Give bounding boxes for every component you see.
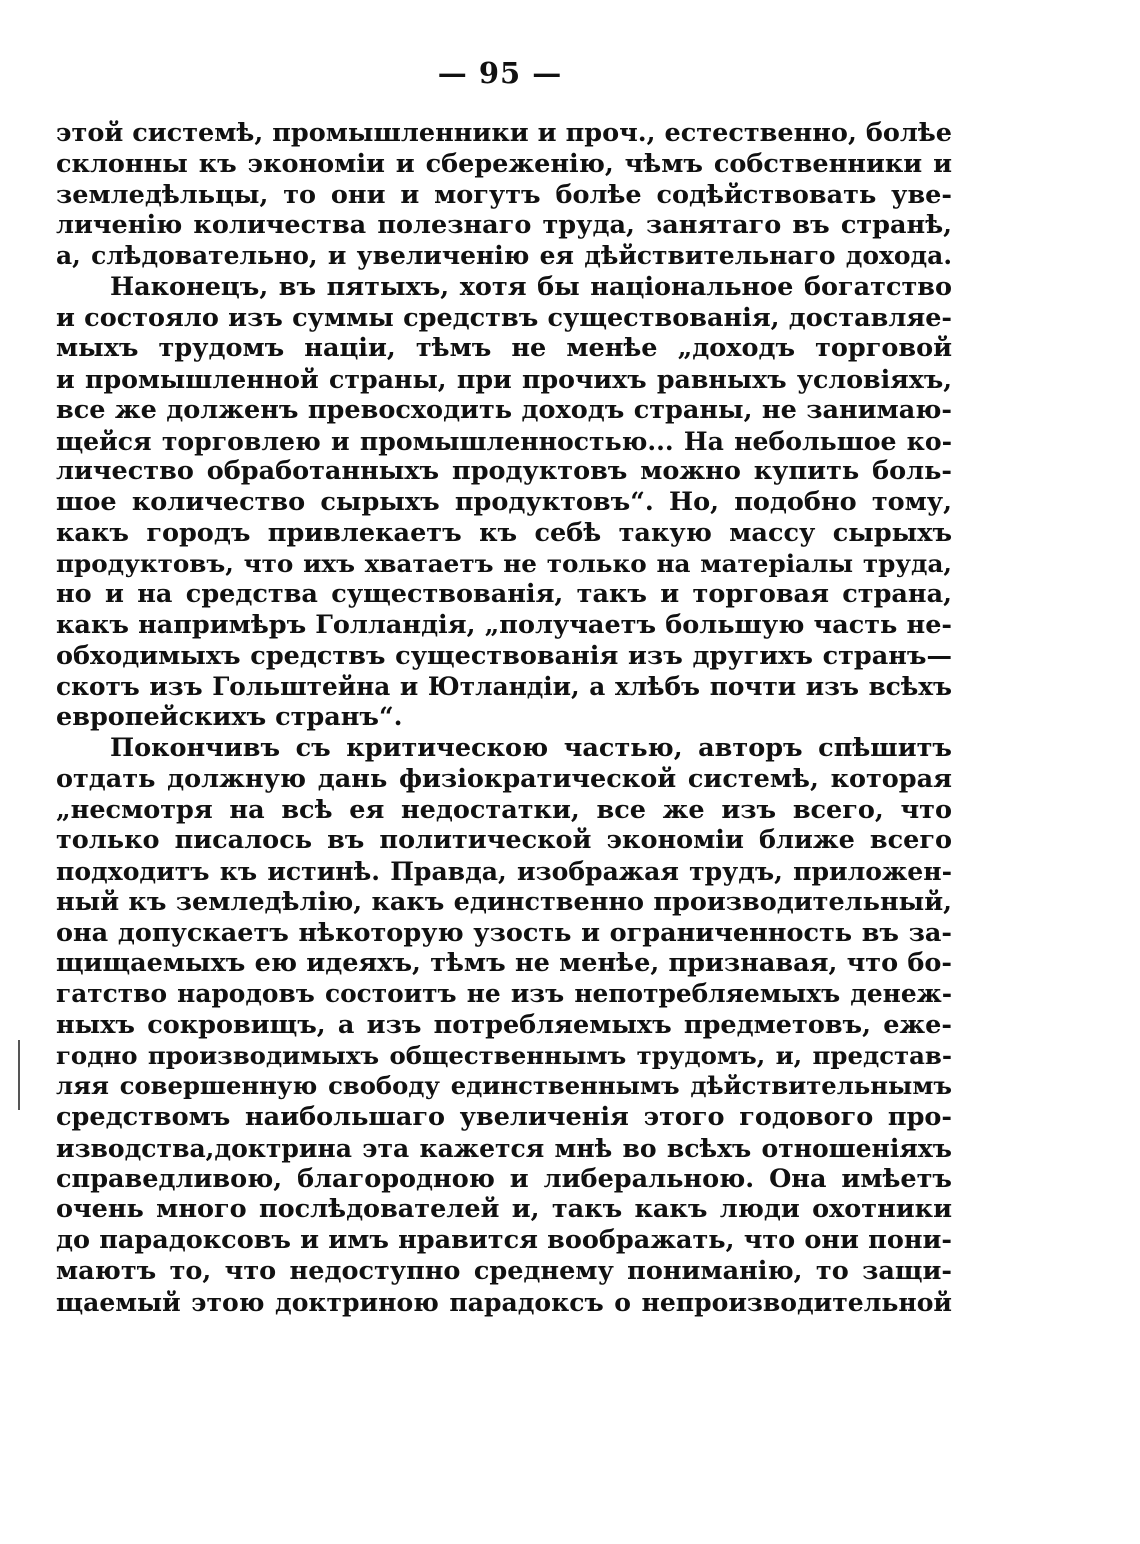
paragraph	[56, 272, 952, 733]
text-line: европейскихъ странъ“.	[56, 702, 403, 733]
text-line: какъ городъ привлекаетъ къ себѣ такую массу сырыхъ	[56, 517, 952, 548]
text-line: она допускаетъ нѣкоторую узость и ограниченность въ за-	[56, 917, 952, 948]
text-line: ный къ земледѣлію, какъ единственно производительный,	[56, 886, 952, 917]
text-line: обходимыхъ средствъ существованія изъ другихъ странъ—	[56, 640, 952, 671]
text-line: мыхъ трудомъ націи, тѣмъ не менѣе „доходъ торговой	[56, 333, 952, 364]
text-line: щейся торговлею и промышленностью... На небольшое ко-	[56, 425, 952, 456]
body-text	[56, 118, 952, 1317]
text-line: Наконецъ, въ пятыхъ, хотя бы національное богатство	[110, 271, 952, 302]
text-line: склонны къ экономіи и сбереженію, чѣмъ собственники и	[56, 148, 952, 179]
text-line: личенію количества полезнаго труда, занятаго въ странѣ,	[56, 210, 952, 241]
text-line: ляя совершенную свободу единственнымъ дѣйствительнымъ	[56, 1071, 952, 1101]
text-line: скотъ изъ Гольштейна и Ютландіи, а хлѣбъ почти изъ всѣхъ	[56, 671, 952, 701]
text-line: подходитъ къ истинѣ. Правда, изображая трудъ, приложен-	[56, 856, 952, 886]
text-line: какъ напримѣръ Голландія, „получаетъ большую часть не-	[56, 610, 952, 640]
paragraph	[56, 733, 952, 1317]
margin-mark	[18, 1040, 20, 1110]
text-line: изводства,доктрина эта кажется мнѣ во всѣхъ отношеніяхъ	[56, 1132, 952, 1163]
text-line: и состояло изъ суммы средствъ существованія, доставляе-	[56, 302, 952, 333]
page-number: — 95 —	[437, 56, 563, 90]
text-line: ныхъ сокровищъ, а изъ потребляемыхъ предметовъ, еже-	[56, 1009, 952, 1040]
text-line: маютъ то, что недоступно среднему пониманію, то защи-	[56, 1255, 952, 1286]
paragraph	[56, 118, 952, 272]
text-line: этой системѣ, промышленники и проч., естественно, болѣе	[56, 118, 952, 148]
text-line: до парадоксовъ и имъ нравится воображать, что они пони-	[56, 1225, 952, 1255]
text-line: все же долженъ превосходить доходъ страны, не занимаю-	[56, 394, 952, 425]
text-line: щаемый этою доктриною парадоксъ о непроизводительной	[56, 1286, 952, 1317]
text-line: земледѣльцы, то они и могутъ болѣе содѣйствовать уве-	[56, 179, 952, 210]
text-line: но и на средства существованія, такъ и торговая страна,	[56, 579, 952, 610]
text-line: отдать должную дань физіократической системѣ, которая	[56, 763, 952, 794]
text-line: „несмотря на всѣ ея недостатки, все же изъ всего, что	[56, 794, 952, 825]
text-line: годно производимыхъ общественнымъ трудомъ, и, представ-	[56, 1040, 952, 1070]
text-line: щищаемыхъ ею идеяхъ, тѣмъ не менѣе, признавая, что бо-	[56, 948, 952, 979]
text-line: очень много послѣдователей и, такъ какъ люди охотники	[56, 1194, 952, 1225]
text-line: средствомъ наибольшаго увеличенія этого годового про-	[56, 1102, 952, 1132]
text-line: личество обработанныхъ продуктовъ можно купить боль-	[56, 456, 952, 487]
text-line: гатство народовъ состоитъ не изъ непотребляемыхъ денеж-	[56, 979, 952, 1008]
text-line: и промышленной страны, при прочихъ равныхъ условіяхъ,	[56, 364, 952, 394]
text-line: справедливою, благородною и либеральною. Она имѣетъ	[56, 1163, 952, 1194]
text-line: шое количество сырыхъ продуктовъ“. Но, подобно тому,	[56, 487, 952, 517]
text-line: а, слѣдовательно, и увеличенію ея дѣйствительнаго дохода.	[56, 241, 952, 270]
text-line: Покончивъ съ критическою частью, авторъ спѣшитъ	[110, 733, 952, 763]
text-line: продуктовъ, что ихъ хватаетъ не только на матеріалы труда,	[56, 548, 952, 578]
text-line: только писалось въ политической экономіи ближе всего	[56, 825, 952, 856]
